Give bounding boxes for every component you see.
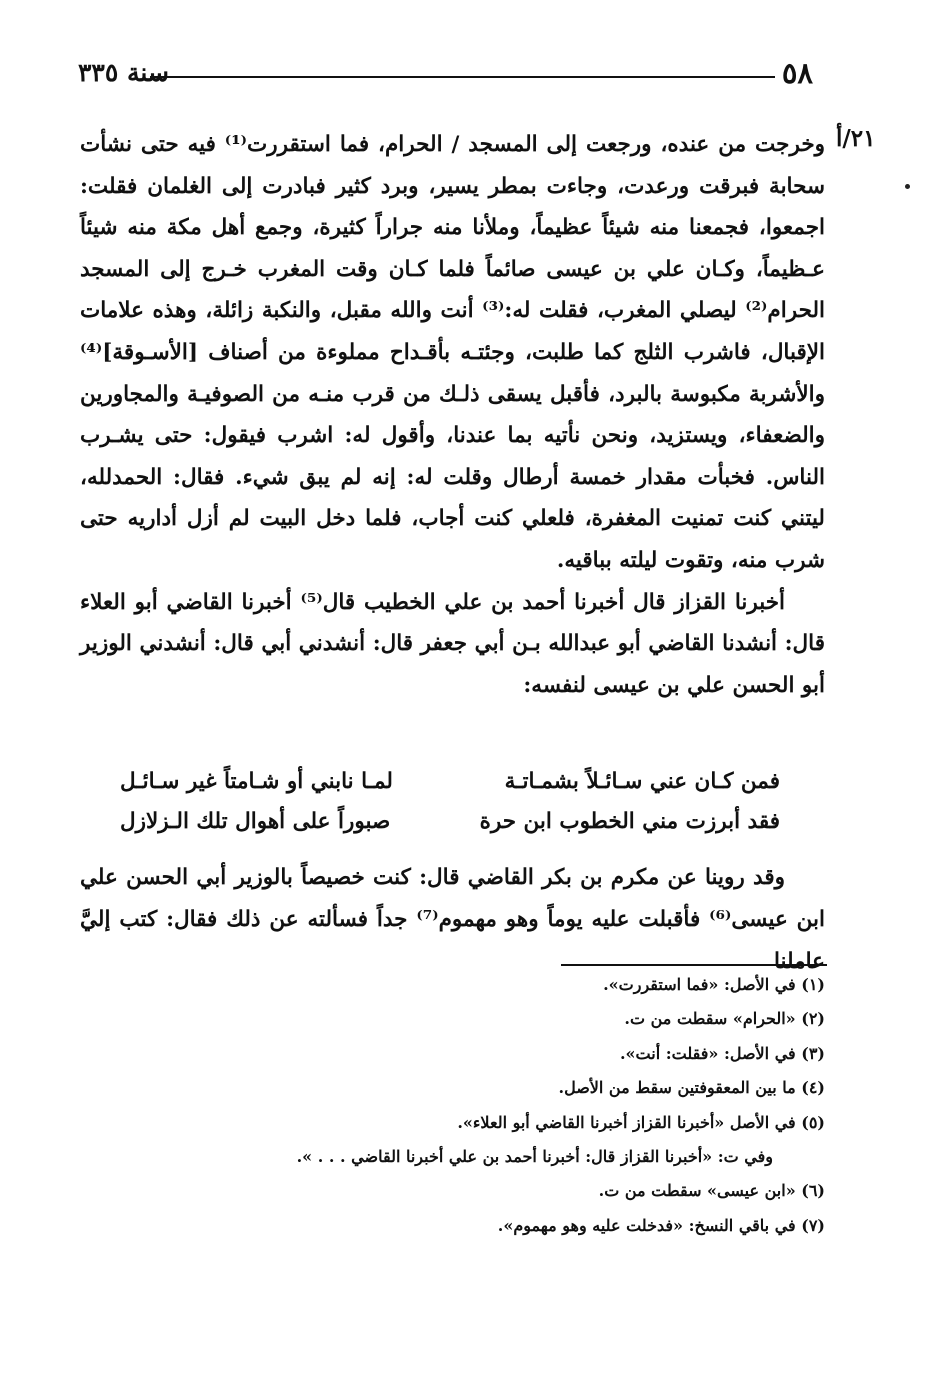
- footnote: (٥) في الأصل «أخبرنا القزاز أخبرنا القاضي أبو العلاء».: [457, 1112, 825, 1132]
- footnote-separator: [561, 964, 827, 966]
- footnote: (٣) في الأصل: «فقلت: أنت».: [619, 1043, 825, 1063]
- page-number: ٥٨: [781, 56, 813, 90]
- main-text: [80, 124, 825, 706]
- footnote: (٤) ما بين المعقوفتين سقط من الأصل.: [558, 1078, 825, 1098]
- header-rule: [150, 76, 775, 78]
- footnote: (٦) «ابن عيسى» سقطت من ت.: [598, 1181, 825, 1201]
- paragraph-isnad: أخبرنا القزاز قال أخبرنا أحمد بن علي الخطيب قال⁽⁵⁾ أخبرنا القاضي أبو العلاء قال: أنشدنا القاضي أبو عبدالله بـن أبي جعفر قال: أنشدني أبي قال: أنشدني الوزير أبو الحسن علي بن عيسى لنفسه:: [80, 589, 825, 698]
- footnote: (٢) «الحرام» سقطت من ت.: [624, 1009, 825, 1029]
- margin-folio-reference: ٢١/أ: [836, 125, 876, 152]
- footnotes: [150, 968, 825, 1243]
- footnote: (٧) في باقي النسخ: «فدخلت عليه وهو مهموم».: [497, 1215, 825, 1235]
- poem-verse: [120, 802, 780, 842]
- verse-second-hemistich: صبوراً على أهوال تلك الـزلازل: [120, 809, 391, 834]
- paragraph-closing: وقد روينا عن مكرم بن بكر القاضي قال: كنت خصيصاً بالوزير أبي الحسن علي ابن عيسى⁽⁶⁾ فأقبلت عليه يوماً وهو مهموم⁽⁷⁾ جداً فسألته عن ذلك فقال: كتب إليَّ عاملنا: [80, 865, 825, 974]
- verse-first-hemistich: فقد أبرزت مني الخطوب ابن حرة: [479, 809, 780, 834]
- verse-first-hemistich: فمن كـان عني سـائـلاً بشمـاتـة: [504, 769, 780, 794]
- verse-second-hemistich: لمـا نابني أو شـامتاً غير سـائـل: [120, 769, 393, 794]
- margin-mark: [905, 184, 910, 189]
- poem: [120, 762, 780, 842]
- footnote: (١) في الأصل: «فما استقررت».: [603, 975, 825, 994]
- paragraph-narrative: وخرجت من عنده، ورجعت إلى المسجد / الحرام، فما استقررت⁽¹⁾ فيه حتى نشأت سحابة فبرقت ورعدت، وجاءت بمطر يسير، وبرد كثير فبادرت إلى الغلمان فقلت: اجمعوا، فجمعنا منه شيئاً عظيماً، وملأنا منه جراراً كثيرة، وجمع أهل مكة منه شيئاً عـظيماً، وكـان علي بن عيسى صائماً فلما كـان وقت المغرب خـرج إلى المسجد الحرام⁽²⁾ ليصلي المغرب، فقلت له:⁽³⁾ أنت والله مقبل، والنكبة زائلة، وهذه علامات الإقبال، فاشرب الثلج كما طلبت، وجئتـه بأقـداح مملوءة من أصناف [الأسـوقة]⁽⁴⁾ والأشربة مكبوسة بالبرد، فأقبل يسقى ذلـك من قرب منـه من الصوفيـة والمجاورين والضعفاء، ويستزيد، ونحن نأتيه بما عندنا، وأقول له: اشرب فيقول: حتى يشـرب الناس. فخبأت مقدار خمسة أرطال وقلت له: إنه لم يبق شيء. فقال: الحمدلله، ليتني كنت تمنيت المغفرة، فلعلي كنت أجاب، فلما دخل البيت لم أزل أداريه حتى شرب منه، وتقوت ليلته بباقيه.: [80, 132, 825, 573]
- running-header-year: سنة ٣٣٥: [78, 58, 169, 87]
- poem-verse: [120, 762, 780, 802]
- footnote-continuation: وفي ت: «أخبرنا القزاز قال: أخبرنا أحمد بن علي أخبرنا القاضي . . . ».: [296, 1147, 773, 1167]
